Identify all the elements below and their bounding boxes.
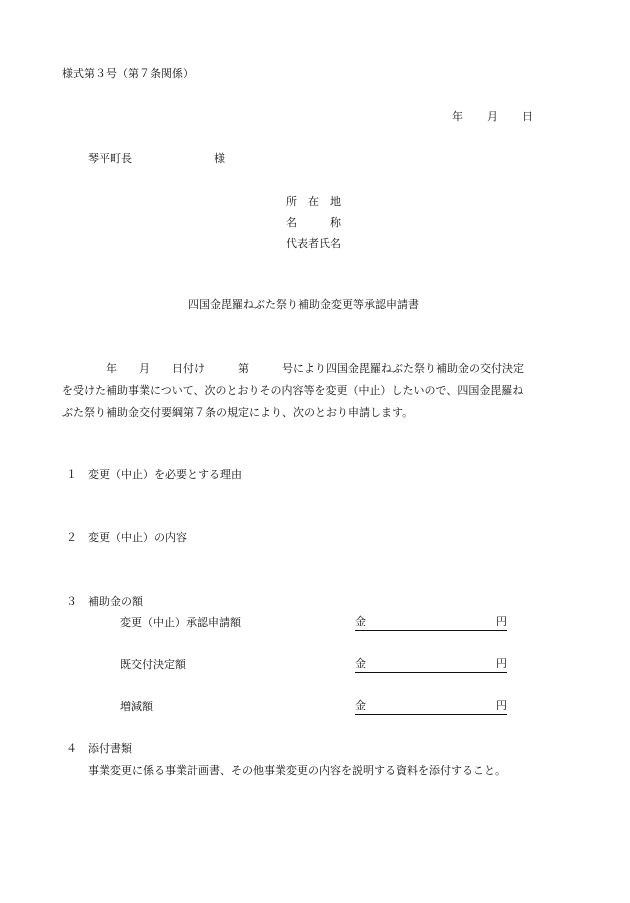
date-year-label: 年 <box>452 110 463 123</box>
amount-suffix: 円 <box>496 615 507 628</box>
amount-prefix: 金 <box>355 615 366 628</box>
date-month-label: 月 <box>487 110 498 123</box>
amount-field-change <box>355 700 507 715</box>
section-4-title: 添付書類 <box>88 742 132 755</box>
amount-field-decided <box>355 658 507 673</box>
section-4-text: 事業変更に係る事業計画書、その他事業変更の内容を説明する資料を添付すること。 <box>88 764 506 777</box>
applicant-name-label: 名 称 <box>286 216 341 229</box>
date-day-label: 日 <box>522 110 533 123</box>
amount-suffix: 円 <box>496 699 507 712</box>
form-number: 様式第３号（第７条関係） <box>62 67 194 80</box>
amount-prefix: 金 <box>355 657 366 670</box>
amount-field-requested <box>355 616 507 631</box>
addressee-name: 琴平町長 <box>88 152 132 165</box>
addressee-honorific: 様 <box>214 152 225 165</box>
document-title: 四国金毘羅ねぶた祭り補助金変更等承認申請書 <box>188 298 419 311</box>
amount-suffix: 円 <box>496 657 507 670</box>
amount-label-change: 増減額 <box>120 700 153 713</box>
amount-prefix: 金 <box>355 699 366 712</box>
section-2-number: ２ <box>66 531 77 544</box>
amount-label-decided: 既交付決定額 <box>120 658 186 671</box>
section-1-number: １ <box>66 468 77 481</box>
section-2-title: 変更（中止）の内容 <box>88 531 187 544</box>
section-1-title: 変更（中止）を必要とする理由 <box>88 468 242 481</box>
amount-label-requested: 変更（中止）承認申請額 <box>120 616 241 629</box>
applicant-address-label: 所 在 地 <box>286 195 341 208</box>
applicant-representative-label: 代表者氏名 <box>286 237 341 250</box>
body-line: 年 月 日付け 第 号により四国金毘羅ねぶた祭り補助金の交付決定 <box>62 362 524 375</box>
section-3-title: 補助金の額 <box>88 595 143 608</box>
body-line: を受けた補助事業について、次のとおりその内容等を変更（中止）したいので、四国金毘羅ね <box>62 384 524 397</box>
section-3-number: ３ <box>66 595 77 608</box>
section-4-number: ４ <box>66 742 77 755</box>
body-paragraph <box>62 363 562 429</box>
body-line: ぶた祭り補助金交付要綱第７条の規定により、次のとおり申請します。 <box>62 406 414 419</box>
